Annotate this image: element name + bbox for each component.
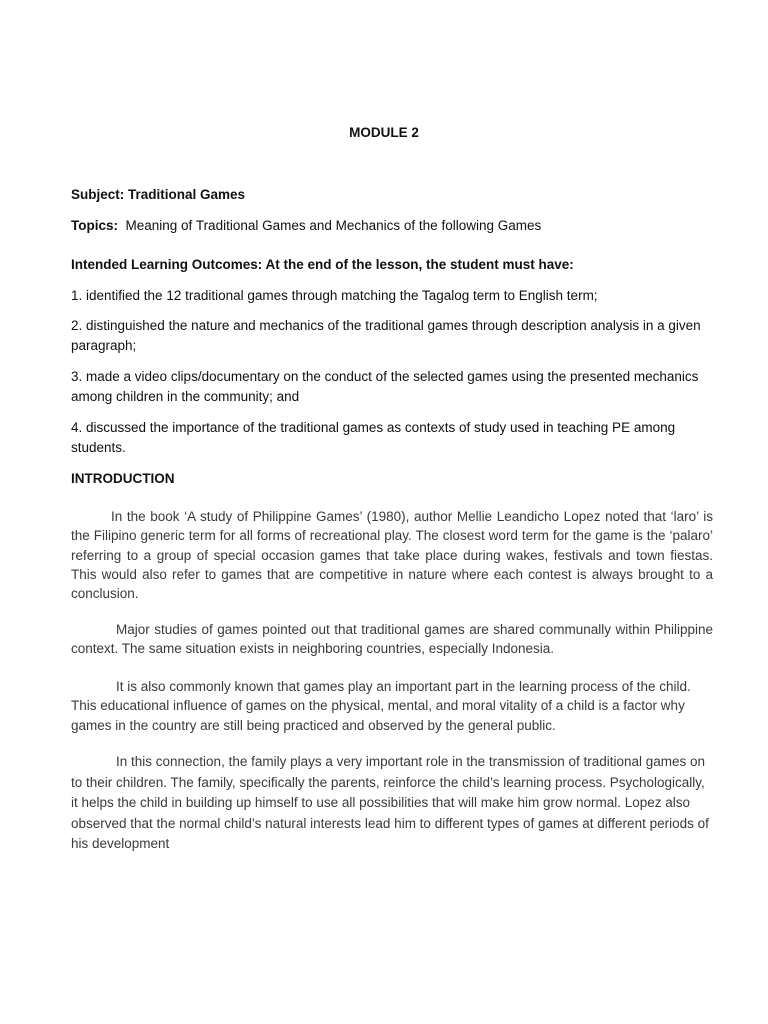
intro-paragraph-2: Major studies of games pointed out that traditional games are shared communally within Philippine context. The same situation exists in neighboring countries, especially Indonesia.	[71, 622, 713, 657]
outcome-item-2: 2. distinguished the nature and mechanics of the traditional games through description analysis in a given paragraph;	[71, 318, 701, 353]
outcome-item-4: 4. discussed the importance of the traditional games as contexts of study used in teaching PE among students.	[71, 420, 676, 455]
intro-paragraph-3: It is also commonly known that games play an important part in the learning process of the child. This educational influence of games on the physical, mental, and moral vitality of a child is a factor why games in the country are still being practiced and observed by the general public.	[71, 679, 691, 733]
topics-line	[71, 216, 713, 236]
outcome-item-1: 1. identified the 12 traditional games through matching the Tagalog term to English term;	[71, 288, 598, 303]
introduction-heading: INTRODUCTION	[71, 471, 175, 486]
module-title: MODULE 2	[349, 125, 419, 140]
topics-text: Meaning of Traditional Games and Mechanics of the following Games	[125, 218, 542, 233]
learning-outcomes-heading: Intended Learning Outcomes: At the end of the lesson, the student must have:	[71, 257, 574, 272]
subject-line: Subject: Traditional Games	[71, 187, 246, 202]
intro-paragraph-1: In the book ‘A study of Philippine Games’ (1980), author Mellie Leandicho Lopez noted that ‘laro’ is the Filipino generic term for all forms of recreational play. The closest word term for the game is the ‘palaro’ referring to a group of special occasion games that take place during wakes, festivals and town fiestas. This would also refer to games that are competitive in nature where each contest is always brought to a conclusion.	[71, 509, 713, 602]
intro-paragraph-4: In this connection, the family plays a very important role in the transmission of traditional games on to their children. The family, specifically the parents, reinforce the child’s learning process. Psychologically, it helps the child in building up himself to use all possibilities that will make him grow normal. Lopez also observed that the normal child’s natural interests lead him to different types of games at different periods of his development	[71, 754, 709, 851]
outcome-item-3: 3. made a video clips/documentary on the conduct of the selected games using the presented mechanics among children in the community; and	[71, 369, 699, 404]
topics-label: Topics:	[71, 218, 118, 233]
